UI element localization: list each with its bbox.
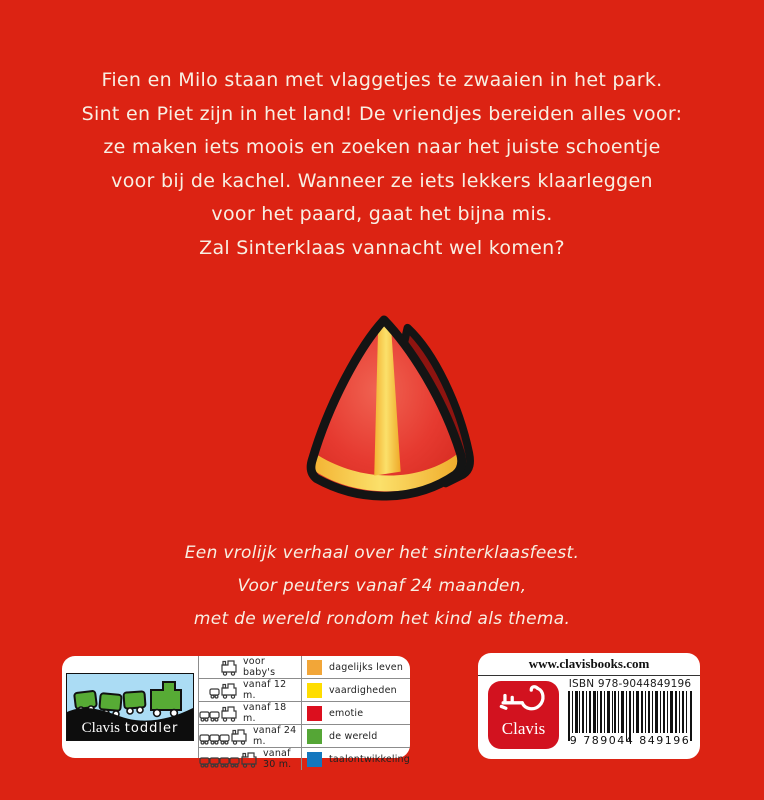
website-url: www.clavisbooks.com — [528, 656, 650, 671]
story-blurb — [0, 64, 764, 265]
age-category-legend — [199, 656, 410, 770]
train-icon-30m — [199, 751, 260, 768]
sinterklaas-mitre-icon — [292, 312, 478, 508]
train-icon-12m — [209, 682, 240, 699]
category-color-swatch — [307, 683, 322, 698]
barcode-digits: 9 789044 849196 — [569, 734, 691, 747]
blurb-line: voor bij de kachel. Wanneer ze iets lekkers klaarleggen — [111, 169, 653, 192]
blurb-line: Sint en Piet zijn in het land! De vriendjes bereiden alles voor: — [81, 102, 683, 125]
legend-row — [199, 725, 410, 748]
blurb-line: ze maken iets moois en zoeken naar het juiste schoentje — [103, 136, 661, 158]
clavis-wordmark: Clavis — [501, 719, 546, 738]
legend-row — [199, 702, 410, 725]
category-color-swatch — [307, 752, 322, 767]
key-icon — [495, 681, 553, 721]
blurb-line: voor het paard, gaat het bijna mis. — [211, 203, 553, 225]
blurb-line: Zal Sinterklaas vannacht wel komen? — [199, 236, 565, 259]
age-label: vanaf 24 m. — [252, 725, 297, 747]
category-label: vaardigheden — [328, 684, 397, 696]
age-label: voor baby's — [242, 656, 276, 678]
tagline-line: met de wereld rondom het kind als thema. — [193, 609, 571, 629]
category-color-swatch — [307, 706, 322, 721]
tagline-line: Een vrolijk verhaal over het sinterklaasfeest. — [184, 543, 580, 563]
website-row — [478, 653, 700, 676]
series-tagline — [0, 537, 764, 636]
category-label: emotie — [328, 707, 364, 719]
age-label: vanaf 12 m. — [242, 679, 287, 701]
category-color-swatch — [307, 729, 322, 744]
publisher-legend-panel — [62, 656, 410, 770]
train-icon-24m — [199, 728, 250, 745]
barcode-panel — [478, 653, 700, 759]
legend-row — [199, 679, 410, 702]
train-icon-baby — [220, 659, 240, 676]
barcode — [566, 678, 694, 747]
isbn-label: ISBN 978-9044849196 — [568, 678, 692, 690]
clavis-toddler-logo — [62, 656, 199, 758]
tagline-line: Voor peuters vanaf 24 maanden, — [237, 576, 527, 596]
clavis-toddler-wordmark — [67, 718, 193, 737]
category-label: de wereld — [328, 730, 378, 742]
category-color-swatch — [307, 660, 322, 675]
blurb-line: Fien en Milo staan met vlaggetjes te zwaaien in het park. — [101, 69, 663, 91]
legend-row — [199, 656, 410, 679]
age-label: vanaf 18 m. — [242, 702, 287, 724]
age-label: vanaf 30 m. — [262, 748, 292, 770]
category-label: taalontwikkeling — [328, 753, 410, 765]
brand-name: Clavis — [81, 720, 120, 736]
train-icon-18m — [199, 705, 240, 722]
clavis-logo — [488, 681, 559, 749]
brand-suffix: toddler — [124, 721, 179, 736]
category-label: dagelijks leven — [328, 661, 404, 673]
legend-row — [199, 748, 410, 770]
